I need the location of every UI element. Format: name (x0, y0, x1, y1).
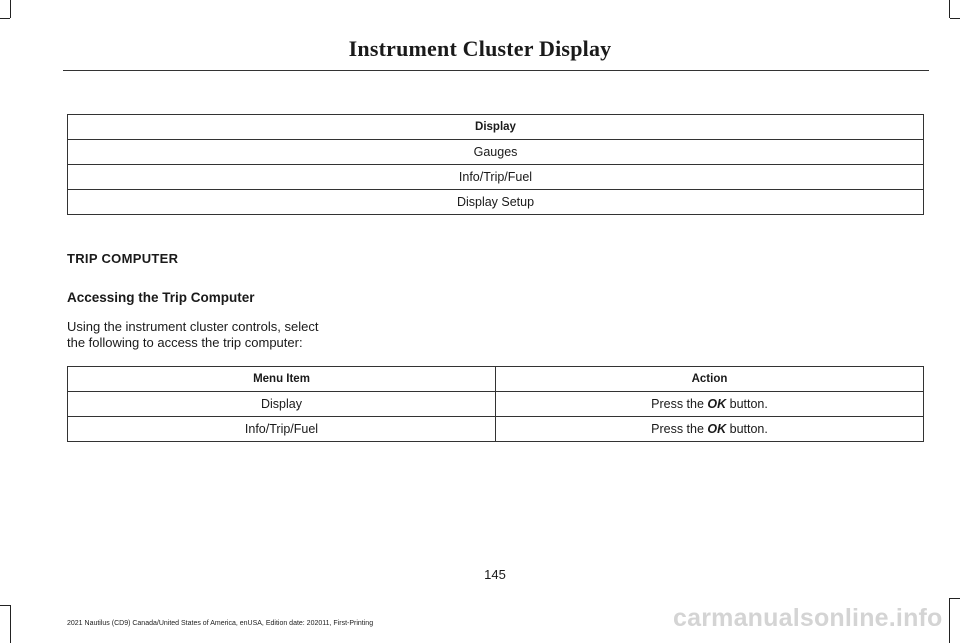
table-cell-menu-item: Display (68, 392, 496, 417)
crop-mark-bottom-left-horizontal (0, 605, 10, 606)
crop-mark-top-right-horizontal (950, 18, 960, 19)
table-cell: Gauges (68, 140, 924, 165)
body-line-1: Using the instrument cluster controls, select (67, 319, 319, 334)
edition-footer: 2021 Nautilus (CD9) Canada/United States of America, enUSA, Edition date: 202011, First-Printing (67, 620, 374, 627)
table-cell: Info/Trip/Fuel (68, 165, 924, 190)
table-header-menu-item: Menu Item (68, 367, 496, 392)
table-row (68, 190, 924, 215)
page-number: 145 (484, 567, 506, 582)
table-header-row (68, 115, 924, 140)
table-cell-action (496, 417, 924, 442)
ok-key-label: OK (707, 422, 727, 436)
crop-mark-bottom-left-vertical (10, 605, 11, 643)
page-title: Instrument Cluster Display (348, 36, 612, 61)
action-text-pre: Press the (651, 422, 708, 436)
body-line-2: the following to access the trip computer: (67, 335, 303, 350)
table-header-action: Action (496, 367, 924, 392)
table-cell: Display Setup (68, 190, 924, 215)
crop-mark-bottom-right-horizontal (950, 598, 960, 599)
body-paragraph (67, 319, 357, 351)
table-cell-action (496, 392, 924, 417)
table-row (68, 392, 924, 417)
table-header-display: Display (68, 115, 924, 140)
table-row (68, 417, 924, 442)
table-row (68, 140, 924, 165)
action-text-post: button. (726, 422, 768, 436)
crop-mark-top-left-vertical (10, 0, 11, 18)
table-row (68, 165, 924, 190)
display-table (67, 114, 924, 215)
section-heading: TRIP COMPUTER (67, 251, 179, 266)
action-table (67, 366, 924, 442)
action-text-post: button. (726, 397, 768, 411)
ok-key-label: OK (707, 397, 727, 411)
sub-heading: Accessing the Trip Computer (67, 290, 255, 305)
crop-mark-top-right-vertical (949, 0, 950, 18)
table-header-row (68, 367, 924, 392)
crop-mark-top-left-horizontal (0, 18, 10, 19)
watermark: carmanualsonline.info (673, 604, 943, 632)
crop-mark-bottom-right-vertical (949, 598, 950, 643)
table-cell-menu-item: Info/Trip/Fuel (68, 417, 496, 442)
action-text-pre: Press the (651, 397, 708, 411)
title-rule (63, 70, 929, 71)
